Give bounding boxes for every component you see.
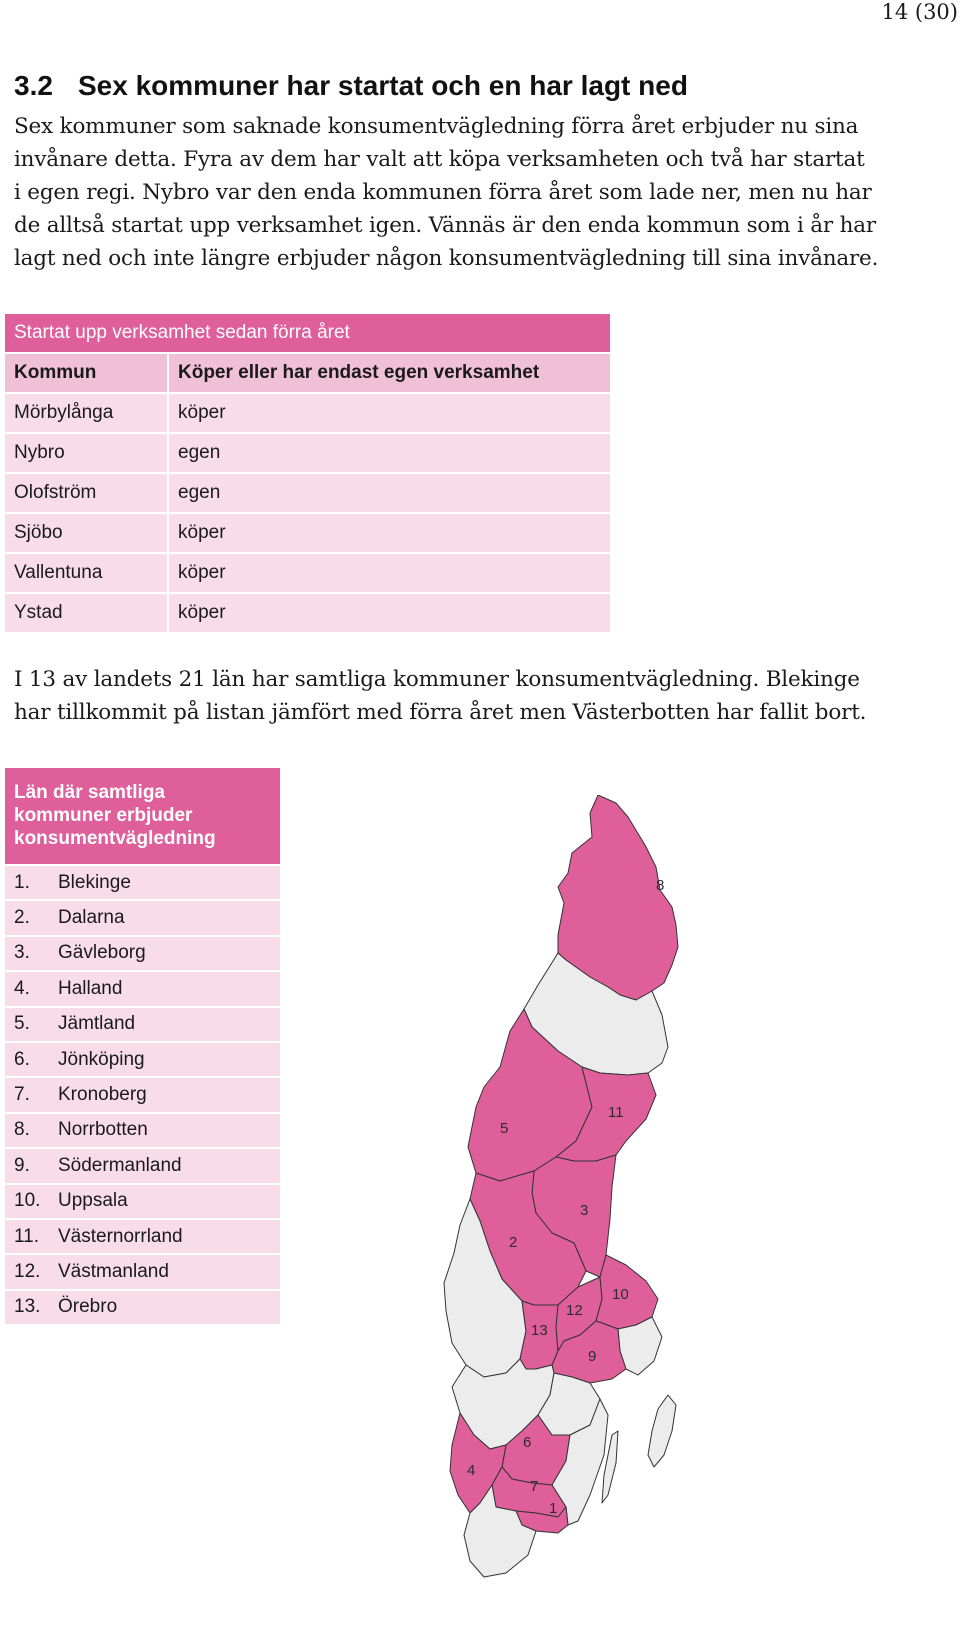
paragraph-line: Sex kommuner som saknade konsumentvägledning förra året erbjuder nu sina [14, 114, 859, 139]
item-number: 1. [14, 871, 30, 893]
list-item [5, 1218, 280, 1253]
list-item [5, 1289, 280, 1324]
map-label: 12 [566, 1302, 583, 1319]
item-number: 12. [14, 1260, 41, 1282]
map-label: 10 [612, 1286, 629, 1303]
item-number: 7. [14, 1084, 30, 1106]
table-row [5, 592, 610, 632]
kommun-cell: Vallentuna [5, 552, 169, 592]
map-label: 4 [467, 1462, 476, 1479]
verksamhet-cell: köper [169, 552, 610, 592]
table-caption: Startat upp verksamhet sedan förra året [5, 314, 610, 352]
list-item [5, 1183, 280, 1218]
map-label: 8 [656, 877, 665, 894]
list-item [5, 935, 280, 970]
item-name: Halland [58, 977, 123, 999]
paragraph-line: de alltså startat upp verksamhet igen. Vännäs är den enda kommun som i år har [14, 213, 876, 238]
map-region-gotland [648, 1395, 676, 1467]
kommun-cell: Ystad [5, 592, 169, 632]
item-number: 6. [14, 1048, 30, 1070]
page-number: 14 (30) [881, 0, 958, 24]
map-label: 1 [549, 1500, 558, 1517]
item-name: Västernorrland [58, 1225, 183, 1247]
list-item [5, 1006, 280, 1041]
paragraph-line: invånare detta. Fyra av dem har valt att köpa verksamheten och två har startat [14, 147, 865, 172]
lan-list-caption [5, 768, 280, 864]
intro-paragraph [14, 110, 914, 275]
list-item [5, 1112, 280, 1147]
kommun-cell: Mörbylånga [5, 392, 169, 432]
kommun-cell: Olofström [5, 472, 169, 512]
item-number: 9. [14, 1154, 30, 1176]
item-name: Gävleborg [58, 942, 146, 964]
item-name: Dalarna [58, 907, 125, 929]
item-name: Jämtland [58, 1013, 136, 1035]
list-item [5, 864, 280, 899]
map-label: 11 [608, 1104, 624, 1121]
item-name: Blekinge [58, 871, 131, 893]
verksamhet-cell: köper [169, 392, 610, 432]
list-item [5, 1041, 280, 1076]
caption-line: kommuner erbjuder [14, 805, 193, 826]
sweden-map [440, 795, 700, 1635]
item-name: Södermanland [58, 1154, 182, 1176]
verksamhet-cell: egen [169, 432, 610, 472]
column-header-verksamhet: Köper eller har endast egen verksamhet [169, 352, 610, 392]
item-number: 11. [14, 1225, 40, 1247]
section-number: 3.2 [14, 70, 53, 101]
item-number: 3. [14, 942, 30, 964]
table-row [5, 472, 610, 512]
map-label: 7 [530, 1478, 539, 1495]
table-row [5, 392, 610, 432]
paragraph-line: i egen regi. Nybro var den enda kommunen förra året som lade ner, men nu har [14, 180, 872, 205]
item-name: Jönköping [58, 1048, 145, 1070]
list-item [5, 1253, 280, 1288]
item-name: Uppsala [58, 1190, 128, 1212]
table-row [5, 432, 610, 472]
list-item [5, 970, 280, 1005]
paragraph-line: lagt ned och inte längre erbjuder någon konsumentvägledning till sina invånare. [14, 246, 879, 271]
kommun-cell: Sjöbo [5, 512, 169, 552]
paragraph-line: I 13 av landets 21 län har samtliga kommuner konsumentvägledning. Blekinge [14, 667, 860, 692]
list-item [5, 1147, 280, 1182]
item-name: Norrbotten [58, 1119, 148, 1141]
item-number: 5. [14, 1013, 30, 1035]
item-name: Västmanland [58, 1260, 169, 1282]
kommun-cell: Nybro [5, 432, 169, 472]
caption-line: Län där samtliga [14, 782, 165, 803]
list-item [5, 1076, 280, 1111]
section-heading [14, 70, 688, 102]
startat-table [5, 314, 610, 632]
map-label: 5 [500, 1120, 509, 1137]
map-label: 13 [531, 1322, 548, 1339]
map-label: 6 [523, 1434, 532, 1451]
verksamhet-cell: egen [169, 472, 610, 512]
item-name: Kronoberg [58, 1084, 147, 1106]
section-title: Sex kommuner har startat och en har lagt ned [78, 70, 688, 101]
item-number: 4. [14, 977, 30, 999]
verksamhet-cell: köper [169, 592, 610, 632]
item-number: 10. [14, 1190, 41, 1212]
table-row [5, 552, 610, 592]
map-label: 3 [580, 1202, 589, 1219]
map-label: 9 [588, 1348, 597, 1365]
paragraph-line: har tillkommit på listan jämfört med förra året men Västerbotten har fallit bort. [14, 700, 867, 725]
caption-line: konsumentvägledning [14, 828, 216, 849]
item-number: 13. [14, 1296, 41, 1318]
list-item [5, 899, 280, 934]
item-number: 2. [14, 907, 30, 929]
lan-paragraph [14, 663, 914, 729]
verksamhet-cell: köper [169, 512, 610, 552]
item-name: Örebro [58, 1296, 118, 1318]
column-header-kommun: Kommun [5, 352, 169, 392]
map-label: 2 [509, 1234, 518, 1251]
table-row [5, 512, 610, 552]
item-number: 8. [14, 1119, 30, 1141]
lan-list-box [5, 768, 280, 1324]
